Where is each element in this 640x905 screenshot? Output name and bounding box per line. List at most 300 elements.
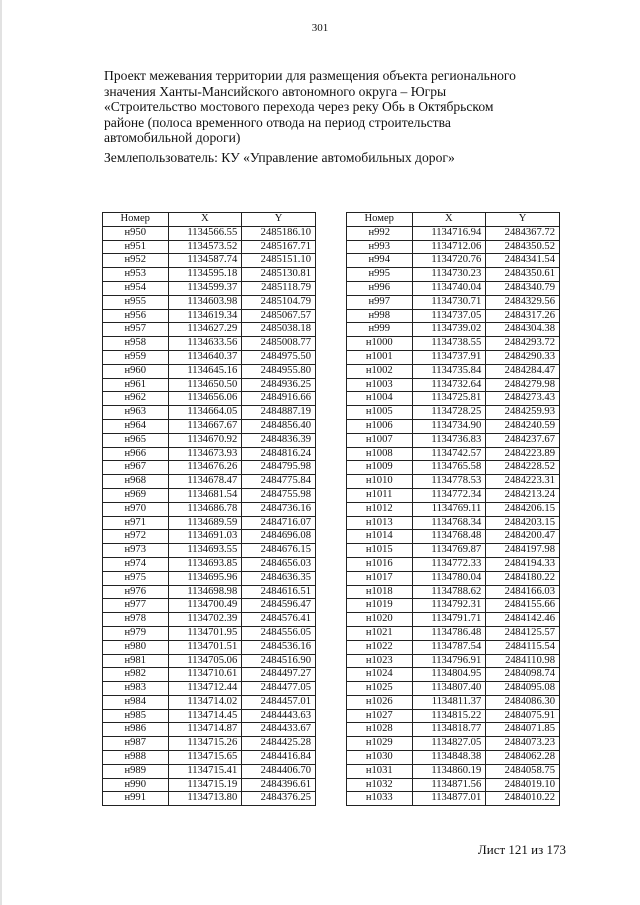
x-coordinate-cell: 1134827.05: [412, 737, 486, 751]
y-coordinate-cell: 2484955.80: [242, 364, 316, 378]
table-row: [103, 530, 316, 544]
point-number-cell: н967: [103, 461, 169, 475]
table-row: [103, 792, 316, 806]
point-number-cell: н976: [103, 585, 169, 599]
table-row: [347, 502, 560, 516]
x-coordinate-cell: 1134678.47: [168, 475, 242, 489]
x-coordinate-cell: 1134811.37: [412, 695, 486, 709]
y-coordinate-cell: 2484290.33: [486, 350, 560, 364]
y-coordinate-cell: 2484284.47: [486, 364, 560, 378]
table-row: [103, 778, 316, 792]
x-coordinate-cell: 1134701.51: [168, 640, 242, 654]
x-coordinate-cell: 1134693.55: [168, 544, 242, 558]
y-coordinate-cell: 2484416.84: [242, 751, 316, 765]
y-coordinate-cell: 2484197.98: [486, 544, 560, 558]
point-number-cell: н980: [103, 640, 169, 654]
table-row: [103, 488, 316, 502]
y-coordinate-cell: 2484125.57: [486, 626, 560, 640]
point-number-cell: н963: [103, 406, 169, 420]
table-row: [347, 281, 560, 295]
document-heading: [104, 68, 584, 166]
y-coordinate-cell: 2484775.84: [242, 475, 316, 489]
y-coordinate-cell: 2484716.07: [242, 516, 316, 530]
table-row: [347, 764, 560, 778]
table-row: [103, 226, 316, 240]
point-number-cell: н985: [103, 709, 169, 723]
point-number-cell: н990: [103, 778, 169, 792]
y-coordinate-cell: 2484755.98: [242, 488, 316, 502]
table-row: [347, 337, 560, 351]
x-coordinate-cell: 1134768.48: [412, 530, 486, 544]
table-row: [347, 364, 560, 378]
y-coordinate-cell: 2484596.47: [242, 599, 316, 613]
x-coordinate-cell: 1134686.78: [168, 502, 242, 516]
point-number-cell: н1027: [347, 709, 413, 723]
point-number-cell: н989: [103, 764, 169, 778]
x-coordinate-cell: 1134742.57: [412, 447, 486, 461]
x-coordinate-cell: 1134689.59: [168, 516, 242, 530]
y-coordinate-cell: 2484259.93: [486, 406, 560, 420]
y-coordinate-cell: 2484058.75: [486, 764, 560, 778]
table-row: [347, 709, 560, 723]
table-row: [103, 295, 316, 309]
table-row: [347, 516, 560, 530]
y-coordinate-cell: 2484293.72: [486, 337, 560, 351]
x-coordinate-cell: 1134664.05: [168, 406, 242, 420]
point-number-cell: н1005: [347, 406, 413, 420]
point-number-cell: н972: [103, 530, 169, 544]
y-coordinate-cell: 2485067.57: [242, 309, 316, 323]
point-number-cell: н1031: [347, 764, 413, 778]
heading-line: автомобильной дороги): [104, 130, 241, 146]
header-y: Y: [242, 213, 316, 227]
x-coordinate-cell: 1134599.37: [168, 281, 242, 295]
table-row: [103, 709, 316, 723]
table-row: [103, 309, 316, 323]
point-number-cell: н974: [103, 557, 169, 571]
table-row: [347, 309, 560, 323]
y-coordinate-cell: 2484206.15: [486, 502, 560, 516]
x-coordinate-cell: 1134877.01: [412, 792, 486, 806]
x-coordinate-cell: 1134818.77: [412, 723, 486, 737]
point-number-cell: н997: [347, 295, 413, 309]
y-coordinate-cell: 2484975.50: [242, 350, 316, 364]
y-coordinate-cell: 2484010.22: [486, 792, 560, 806]
x-coordinate-cell: 1134738.55: [412, 337, 486, 351]
point-number-cell: н1003: [347, 378, 413, 392]
x-coordinate-cell: 1134712.44: [168, 682, 242, 696]
y-coordinate-cell: 2484636.35: [242, 571, 316, 585]
table-row: [103, 447, 316, 461]
x-coordinate-cell: 1134701.95: [168, 626, 242, 640]
x-coordinate-cell: 1134720.76: [412, 254, 486, 268]
point-number-cell: н987: [103, 737, 169, 751]
table-body-right: [347, 226, 560, 805]
x-coordinate-cell: 1134566.55: [168, 226, 242, 240]
land-user: Землепользователь: КУ «Управление автомобильных дорог»: [104, 149, 455, 165]
x-coordinate-cell: 1134787.54: [412, 640, 486, 654]
table-row: [103, 419, 316, 433]
y-coordinate-cell: 2484142.46: [486, 613, 560, 627]
point-number-cell: н955: [103, 295, 169, 309]
y-coordinate-cell: 2484279.98: [486, 378, 560, 392]
point-number-cell: н986: [103, 723, 169, 737]
table-row: [347, 723, 560, 737]
x-coordinate-cell: 1134769.87: [412, 544, 486, 558]
table-row: [347, 378, 560, 392]
x-coordinate-cell: 1134650.50: [168, 378, 242, 392]
point-number-cell: н999: [347, 323, 413, 337]
y-coordinate-cell: 2484916.66: [242, 392, 316, 406]
y-coordinate-cell: 2484556.05: [242, 626, 316, 640]
y-coordinate-cell: 2484019.10: [486, 778, 560, 792]
y-coordinate-cell: 2484340.79: [486, 281, 560, 295]
sheet-footer: Лист 121 из 173: [477, 842, 566, 857]
point-number-cell: н954: [103, 281, 169, 295]
table-row: [103, 640, 316, 654]
table-row: [103, 516, 316, 530]
point-number-cell: н957: [103, 323, 169, 337]
table-row: [347, 530, 560, 544]
table-row: [347, 571, 560, 585]
point-number-cell: н953: [103, 268, 169, 282]
point-number-cell: н1024: [347, 668, 413, 682]
point-number-cell: н970: [103, 502, 169, 516]
y-coordinate-cell: 2484155.66: [486, 599, 560, 613]
y-coordinate-cell: 2484273.43: [486, 392, 560, 406]
x-coordinate-cell: 1134705.06: [168, 654, 242, 668]
y-coordinate-cell: 2485008.77: [242, 337, 316, 351]
y-coordinate-cell: 2484237.67: [486, 433, 560, 447]
point-number-cell: н1025: [347, 682, 413, 696]
x-coordinate-cell: 1134640.37: [168, 350, 242, 364]
y-coordinate-cell: 2484406.70: [242, 764, 316, 778]
table-row: [347, 778, 560, 792]
point-number-cell: н1004: [347, 392, 413, 406]
x-coordinate-cell: 1134603.98: [168, 295, 242, 309]
point-number-cell: н988: [103, 751, 169, 765]
x-coordinate-cell: 1134714.02: [168, 695, 242, 709]
y-coordinate-cell: 2485104.79: [242, 295, 316, 309]
point-number-cell: н1022: [347, 640, 413, 654]
x-coordinate-cell: 1134740.04: [412, 281, 486, 295]
point-number-cell: н952: [103, 254, 169, 268]
x-coordinate-cell: 1134734.90: [412, 419, 486, 433]
table-row: [347, 585, 560, 599]
point-number-cell: н962: [103, 392, 169, 406]
point-number-cell: н959: [103, 350, 169, 364]
y-coordinate-cell: 2484203.15: [486, 516, 560, 530]
coordinates-table-right: [346, 212, 560, 806]
y-coordinate-cell: 2484166.03: [486, 585, 560, 599]
point-number-cell: н993: [347, 240, 413, 254]
table-row: [103, 502, 316, 516]
table-row: [103, 378, 316, 392]
heading-line: «Строительство мостового перехода через реку Обь в Октябрьском: [104, 99, 494, 115]
table-header-row: [103, 213, 316, 227]
point-number-cell: н981: [103, 654, 169, 668]
x-coordinate-cell: 1134676.26: [168, 461, 242, 475]
x-coordinate-cell: 1134786.48: [412, 626, 486, 640]
point-number-cell: н1020: [347, 613, 413, 627]
table-row: [103, 254, 316, 268]
point-number-cell: н1023: [347, 654, 413, 668]
x-coordinate-cell: 1134796.91: [412, 654, 486, 668]
x-coordinate-cell: 1134739.02: [412, 323, 486, 337]
table-row: [347, 475, 560, 489]
y-coordinate-cell: 2484062.28: [486, 751, 560, 765]
x-coordinate-cell: 1134772.34: [412, 488, 486, 502]
y-coordinate-cell: 2484200.47: [486, 530, 560, 544]
scan-edge: [0, 0, 2, 905]
point-number-cell: н958: [103, 337, 169, 351]
x-coordinate-cell: 1134713.80: [168, 792, 242, 806]
point-number-cell: н969: [103, 488, 169, 502]
table-row: [103, 557, 316, 571]
point-number-cell: н1015: [347, 544, 413, 558]
y-coordinate-cell: 2484213.24: [486, 488, 560, 502]
y-coordinate-cell: 2484656.03: [242, 557, 316, 571]
x-coordinate-cell: 1134667.67: [168, 419, 242, 433]
header-number: Номер: [347, 213, 413, 227]
table-row: [103, 695, 316, 709]
y-coordinate-cell: 2484329.56: [486, 295, 560, 309]
table-row: [347, 599, 560, 613]
table-row: [347, 682, 560, 696]
x-coordinate-cell: 1134788.62: [412, 585, 486, 599]
x-coordinate-cell: 1134714.87: [168, 723, 242, 737]
x-coordinate-cell: 1134737.91: [412, 350, 486, 364]
y-coordinate-cell: 2484095.08: [486, 682, 560, 696]
point-number-cell: н996: [347, 281, 413, 295]
y-coordinate-cell: 2484477.05: [242, 682, 316, 696]
x-coordinate-cell: 1134673.93: [168, 447, 242, 461]
y-coordinate-cell: 2484396.61: [242, 778, 316, 792]
x-coordinate-cell: 1134860.19: [412, 764, 486, 778]
table-row: [103, 654, 316, 668]
point-number-cell: н951: [103, 240, 169, 254]
table-row: [103, 337, 316, 351]
table-row: [347, 419, 560, 433]
point-number-cell: н975: [103, 571, 169, 585]
x-coordinate-cell: 1134735.84: [412, 364, 486, 378]
table-row: [103, 475, 316, 489]
x-coordinate-cell: 1134702.39: [168, 613, 242, 627]
x-coordinate-cell: 1134792.31: [412, 599, 486, 613]
table-row: [103, 461, 316, 475]
y-coordinate-cell: 2484425.28: [242, 737, 316, 751]
table-row: [103, 406, 316, 420]
x-coordinate-cell: 1134656.06: [168, 392, 242, 406]
table-header-row: [347, 213, 560, 227]
point-number-cell: н1026: [347, 695, 413, 709]
table-row: [347, 295, 560, 309]
table-row: [347, 268, 560, 282]
table-row: [347, 433, 560, 447]
x-coordinate-cell: 1134700.49: [168, 599, 242, 613]
table-row: [347, 240, 560, 254]
point-number-cell: н992: [347, 226, 413, 240]
y-coordinate-cell: 2484795.98: [242, 461, 316, 475]
point-number-cell: н982: [103, 668, 169, 682]
table-row: [103, 323, 316, 337]
point-number-cell: н960: [103, 364, 169, 378]
point-number-cell: н956: [103, 309, 169, 323]
table-row: [347, 488, 560, 502]
x-coordinate-cell: 1134730.23: [412, 268, 486, 282]
table-row: [347, 406, 560, 420]
x-coordinate-cell: 1134791.71: [412, 613, 486, 627]
table-row: [347, 751, 560, 765]
table-body-left: [103, 226, 316, 805]
point-number-cell: н994: [347, 254, 413, 268]
header-x: X: [168, 213, 242, 227]
table-row: [103, 268, 316, 282]
x-coordinate-cell: 1134772.33: [412, 557, 486, 571]
y-coordinate-cell: 2484228.52: [486, 461, 560, 475]
y-coordinate-cell: 2485167.71: [242, 240, 316, 254]
point-number-cell: н961: [103, 378, 169, 392]
x-coordinate-cell: 1134712.06: [412, 240, 486, 254]
y-coordinate-cell: 2484433.67: [242, 723, 316, 737]
point-number-cell: н983: [103, 682, 169, 696]
y-coordinate-cell: 2484376.25: [242, 792, 316, 806]
table-row: [103, 682, 316, 696]
x-coordinate-cell: 1134573.52: [168, 240, 242, 254]
x-coordinate-cell: 1134778.53: [412, 475, 486, 489]
point-number-cell: н979: [103, 626, 169, 640]
point-number-cell: н1009: [347, 461, 413, 475]
x-coordinate-cell: 1134765.58: [412, 461, 486, 475]
header-x: X: [412, 213, 486, 227]
x-coordinate-cell: 1134769.11: [412, 502, 486, 516]
y-coordinate-cell: 2484536.16: [242, 640, 316, 654]
y-coordinate-cell: 2484115.54: [486, 640, 560, 654]
x-coordinate-cell: 1134815.22: [412, 709, 486, 723]
y-coordinate-cell: 2484240.59: [486, 419, 560, 433]
x-coordinate-cell: 1134848.38: [412, 751, 486, 765]
table-row: [347, 323, 560, 337]
table-row: [103, 751, 316, 765]
table-row: [347, 737, 560, 751]
point-number-cell: н984: [103, 695, 169, 709]
point-number-cell: н964: [103, 419, 169, 433]
x-coordinate-cell: 1134670.92: [168, 433, 242, 447]
x-coordinate-cell: 1134715.26: [168, 737, 242, 751]
point-number-cell: н1019: [347, 599, 413, 613]
table-row: [103, 392, 316, 406]
point-number-cell: н1029: [347, 737, 413, 751]
x-coordinate-cell: 1134715.19: [168, 778, 242, 792]
point-number-cell: н1032: [347, 778, 413, 792]
table-row: [103, 668, 316, 682]
x-coordinate-cell: 1134736.83: [412, 433, 486, 447]
table-row: [347, 640, 560, 654]
header-number: Номер: [103, 213, 169, 227]
point-number-cell: н1033: [347, 792, 413, 806]
table-row: [103, 764, 316, 778]
y-coordinate-cell: 2484836.39: [242, 433, 316, 447]
y-coordinate-cell: 2484887.19: [242, 406, 316, 420]
y-coordinate-cell: 2485130.81: [242, 268, 316, 282]
point-number-cell: н1007: [347, 433, 413, 447]
table-row: [103, 281, 316, 295]
y-coordinate-cell: 2484223.89: [486, 447, 560, 461]
table-row: [347, 654, 560, 668]
table-row: [103, 613, 316, 627]
point-number-cell: н1011: [347, 488, 413, 502]
table-row: [347, 447, 560, 461]
point-number-cell: н950: [103, 226, 169, 240]
coordinates-table-left: [102, 212, 316, 806]
x-coordinate-cell: 1134695.96: [168, 571, 242, 585]
point-number-cell: н1001: [347, 350, 413, 364]
y-coordinate-cell: 2484856.40: [242, 419, 316, 433]
table-row: [347, 613, 560, 627]
point-number-cell: н1028: [347, 723, 413, 737]
point-number-cell: н1021: [347, 626, 413, 640]
point-number-cell: н1014: [347, 530, 413, 544]
y-coordinate-cell: 2484516.90: [242, 654, 316, 668]
y-coordinate-cell: 2484696.08: [242, 530, 316, 544]
point-number-cell: н968: [103, 475, 169, 489]
table-row: [103, 723, 316, 737]
x-coordinate-cell: 1134627.29: [168, 323, 242, 337]
point-number-cell: н973: [103, 544, 169, 558]
point-number-cell: н1002: [347, 364, 413, 378]
y-coordinate-cell: 2484443.63: [242, 709, 316, 723]
point-number-cell: н965: [103, 433, 169, 447]
x-coordinate-cell: 1134725.81: [412, 392, 486, 406]
y-coordinate-cell: 2484350.61: [486, 268, 560, 282]
y-coordinate-cell: 2484180.22: [486, 571, 560, 585]
table-row: [347, 668, 560, 682]
x-coordinate-cell: 1134710.61: [168, 668, 242, 682]
header-y: Y: [486, 213, 560, 227]
y-coordinate-cell: 2484098.74: [486, 668, 560, 682]
y-coordinate-cell: 2484223.31: [486, 475, 560, 489]
point-number-cell: н1010: [347, 475, 413, 489]
y-coordinate-cell: 2484457.01: [242, 695, 316, 709]
point-number-cell: н995: [347, 268, 413, 282]
x-coordinate-cell: 1134728.25: [412, 406, 486, 420]
point-number-cell: н971: [103, 516, 169, 530]
point-number-cell: н1012: [347, 502, 413, 516]
table-row: [103, 433, 316, 447]
table-row: [103, 585, 316, 599]
x-coordinate-cell: 1134807.40: [412, 682, 486, 696]
y-coordinate-cell: 2485118.79: [242, 281, 316, 295]
page-number: 301: [311, 22, 329, 34]
y-coordinate-cell: 2484341.54: [486, 254, 560, 268]
x-coordinate-cell: 1134698.98: [168, 585, 242, 599]
x-coordinate-cell: 1134732.64: [412, 378, 486, 392]
y-coordinate-cell: 2484676.15: [242, 544, 316, 558]
x-coordinate-cell: 1134693.85: [168, 557, 242, 571]
x-coordinate-cell: 1134633.56: [168, 337, 242, 351]
y-coordinate-cell: 2484110.98: [486, 654, 560, 668]
table-row: [103, 364, 316, 378]
x-coordinate-cell: 1134619.34: [168, 309, 242, 323]
y-coordinate-cell: 2484576.41: [242, 613, 316, 627]
point-number-cell: н991: [103, 792, 169, 806]
y-coordinate-cell: 2484367.72: [486, 226, 560, 240]
table-row: [103, 350, 316, 364]
point-number-cell: н966: [103, 447, 169, 461]
y-coordinate-cell: 2484350.52: [486, 240, 560, 254]
x-coordinate-cell: 1134645.16: [168, 364, 242, 378]
x-coordinate-cell: 1134715.65: [168, 751, 242, 765]
